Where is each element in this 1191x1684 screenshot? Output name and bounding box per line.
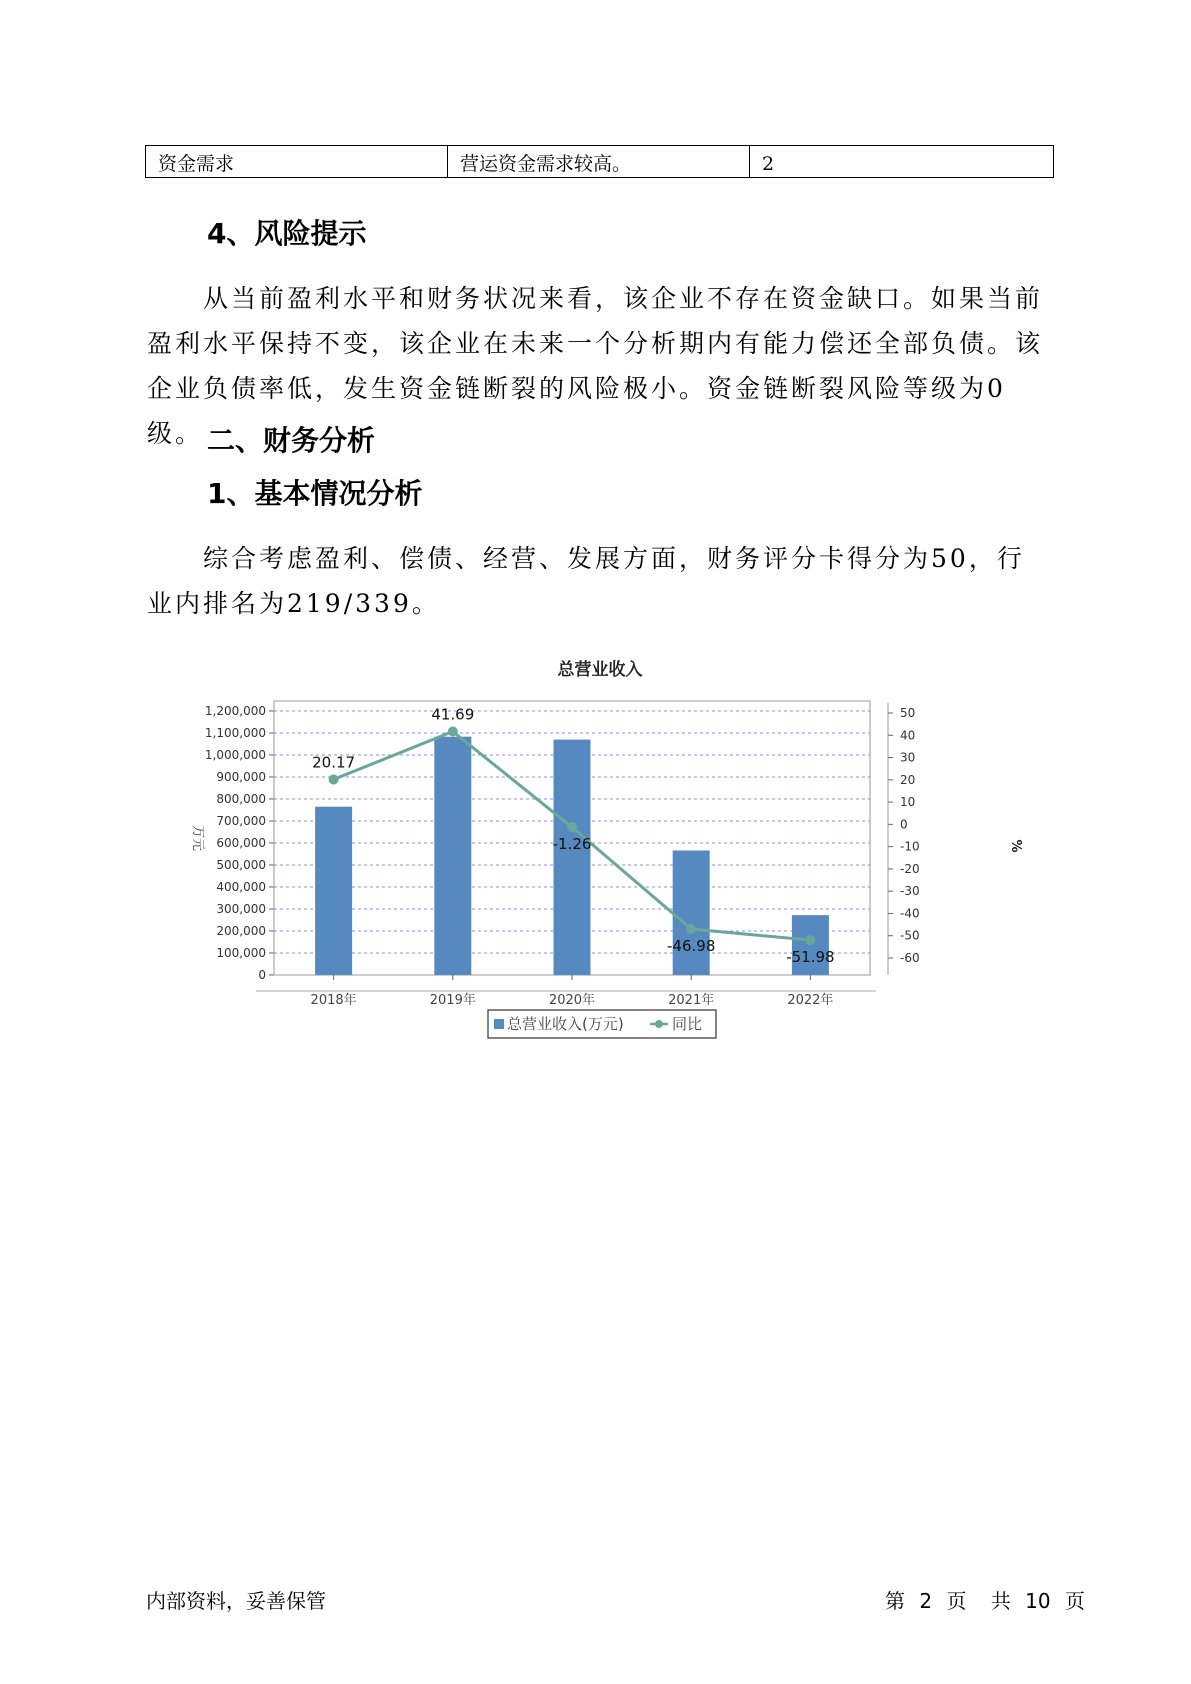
right-tick-label: -20: [900, 861, 920, 876]
yoy-point: [567, 822, 577, 832]
left-tick-label: 1,000,000: [204, 748, 266, 762]
footer-page-word: 页: [946, 1589, 967, 1613]
right-tick-label: -60: [900, 951, 920, 965]
footer-total-num: 10: [1025, 1589, 1051, 1613]
finance-analysis-heading: 二、财务分析: [207, 424, 376, 457]
revenue-bar: [554, 740, 591, 975]
right-tick-label: 10: [900, 795, 916, 810]
footer-page-number: [885, 1588, 1085, 1614]
footer-total-word: 页: [1064, 1589, 1085, 1613]
basic-analysis-paragraph: 综合考虑盈利、偿债、经营、发展方面，财务评分卡得分为50，行业内排名为219/339。: [147, 544, 1025, 618]
chart-legend: [488, 1010, 716, 1038]
legend-yoy-label: 同比: [672, 1015, 703, 1033]
basic-analysis-heading: 1、基本情况分析: [207, 477, 423, 510]
left-tick-label: 1,100,000: [204, 726, 266, 740]
left-tick-label: 200,000: [216, 924, 266, 938]
right-axis-label: %: [1008, 839, 1023, 853]
yoy-point: [805, 935, 815, 945]
right-tick-label: -30: [900, 884, 920, 899]
chart-title: 总营业收入: [557, 660, 643, 680]
legend-line-marker: [655, 1020, 663, 1028]
left-tick-label: 900,000: [216, 770, 266, 784]
revenue-bar: [315, 807, 352, 975]
footer-confidential: 内部资料，妥善保管: [146, 1589, 326, 1613]
table-cell-item: 资金需求: [146, 146, 448, 177]
right-tick-label: 40: [900, 728, 916, 743]
left-tick-label: 1,200,000: [204, 704, 266, 718]
risk-heading: 4、风险提示: [207, 217, 367, 250]
x-tick-label: 2018年: [310, 993, 357, 1008]
right-tick-label: 20: [900, 772, 916, 787]
right-tick-label: -50: [900, 928, 920, 943]
footer-total-prefix: 共: [990, 1589, 1011, 1613]
table-cell-description: 营运资金需求较高。: [448, 146, 750, 177]
yoy-data-label: 20.17: [312, 753, 356, 772]
footer-page-prefix: 第: [885, 1589, 905, 1613]
yoy-data-label: -1.26: [552, 835, 592, 854]
x-tick-label: 2019年: [429, 993, 476, 1008]
yoy-point: [686, 924, 696, 934]
x-tick-label: 2022年: [787, 993, 834, 1008]
revenue-bar: [434, 737, 471, 975]
right-tick-label: -40: [900, 906, 920, 921]
left-tick-label: 500,000: [216, 858, 266, 872]
left-axis-label: 万元: [190, 824, 205, 852]
revenue-chart: [170, 650, 1030, 1100]
yoy-point: [448, 727, 458, 737]
x-tick-label: 2021年: [668, 993, 715, 1008]
legend-bar-swatch: [494, 1019, 504, 1029]
legend-revenue-label: 总营业收入(万元): [507, 1015, 624, 1033]
left-tick-label: 100,000: [216, 946, 266, 960]
footer-page-num: 2: [919, 1589, 933, 1613]
left-tick-label: 300,000: [216, 902, 266, 916]
yoy-point: [329, 774, 339, 784]
risk-paragraph: 从当前盈利水平和财务状况来看，该企业不存在资金缺口。如果当前盈利水平保持不变，该企业在未来一个分析期内有能力偿还全部负债。该企业负债率低，发生资金链断裂的风险极小。资金链断裂风险等级为0级。: [147, 284, 1044, 448]
revenue-bar: [673, 850, 710, 975]
left-tick-label: 600,000: [216, 836, 266, 850]
left-tick-label: 700,000: [216, 814, 266, 828]
right-tick-label: 30: [900, 750, 916, 765]
table-cell-score: 2: [762, 153, 775, 175]
left-tick-label: 0: [258, 968, 266, 982]
left-tick-label: 800,000: [216, 792, 266, 806]
right-tick-label: 50: [900, 706, 916, 720]
info-table-row: [145, 145, 1054, 178]
yoy-data-label: -46.98: [667, 937, 716, 956]
yoy-data-label: -51.98: [786, 948, 835, 967]
right-tick-label: 0: [900, 817, 908, 832]
x-tick-label: 2020年: [548, 993, 596, 1008]
yoy-data-label: 41.69: [431, 705, 475, 724]
right-tick-label: -10: [900, 839, 920, 854]
left-tick-label: 400,000: [216, 880, 266, 894]
